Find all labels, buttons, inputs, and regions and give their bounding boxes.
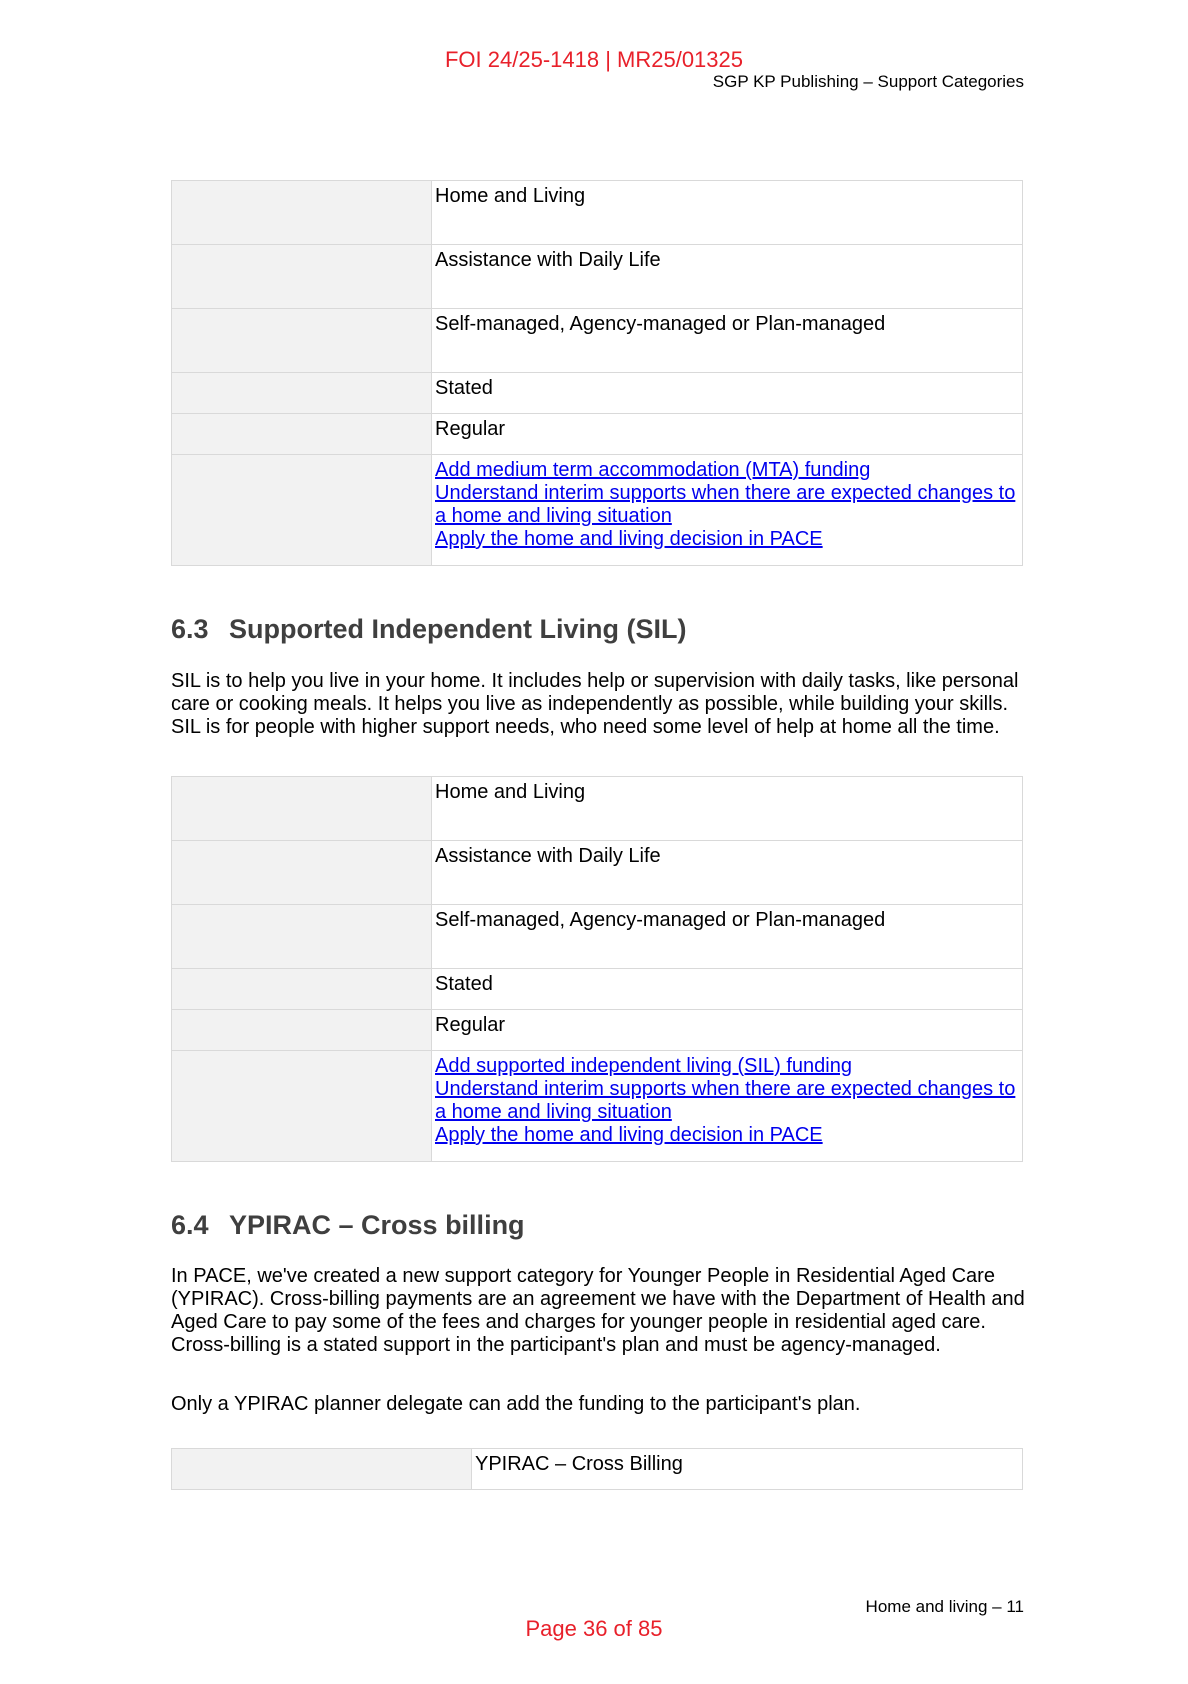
table-row [172, 969, 1023, 1010]
interim-supports-link[interactable]: Understand interim supports when there are expected changes to a home and living situation [435, 482, 1016, 527]
row-label [172, 777, 432, 841]
row-label [172, 245, 432, 309]
section-title: Supported Independent Living (SIL) [229, 614, 687, 644]
row-label [172, 414, 432, 455]
row-label [172, 969, 432, 1010]
row-value: Regular [432, 414, 1023, 455]
links-cell [432, 455, 1023, 566]
section-number: 6.4 [171, 1210, 209, 1240]
ypirac-table [171, 1448, 1023, 1490]
apply-home-living-decision-link[interactable]: Apply the home and living decision in PACE [435, 1124, 823, 1146]
row-label [172, 309, 432, 373]
row-value: Home and Living [432, 181, 1023, 245]
row-label [172, 181, 432, 245]
table-row [172, 1010, 1023, 1051]
row-value: Regular [432, 1010, 1023, 1051]
row-value: Assistance with Daily Life [432, 245, 1023, 309]
row-value: Stated [432, 969, 1023, 1010]
table-row [172, 373, 1023, 414]
row-label [172, 1051, 432, 1162]
footer-section-label: Home and living – 11 [865, 1597, 1024, 1616]
table-row [172, 414, 1023, 455]
page-number: Page 36 of 85 [525, 1616, 663, 1641]
row-label [172, 1010, 432, 1051]
row-label [172, 1449, 472, 1490]
row-value: YPIRAC – Cross Billing [472, 1449, 1023, 1490]
row-label [172, 455, 432, 566]
section-heading-sil [171, 613, 686, 645]
table-row [172, 309, 1023, 373]
foi-reference: FOI 24/25-1418 | MR25/01325 [444, 47, 743, 72]
sil-paragraph: SIL is to help you live in your home. It includes help or supervision with daily tasks, like personal care or cooking meals. It helps you live as independently as possible, while building your skills. SIL is for people with higher support needs, who need some level of help at home all the time. [171, 670, 1019, 738]
row-label [172, 905, 432, 969]
add-mta-funding-link[interactable]: Add medium term accommodation (MTA) funding [435, 459, 871, 481]
table-row [172, 181, 1023, 245]
table-row [172, 455, 1023, 566]
interim-supports-link[interactable]: Understand interim supports when there are expected changes to a home and living situation [435, 1078, 1016, 1123]
table-row [172, 245, 1023, 309]
ypirac-paragraph: In PACE, we've created a new support category for Younger People in Residential Aged Care (YPIRAC). Cross-billing payments are an agreement we have with the Department of Health and Aged Care to pay some of the fees and charges for younger people in residential aged care. Cross-billing is a stated support in the participant's plan and must be agency-managed. [171, 1265, 1025, 1356]
add-sil-funding-link[interactable]: Add supported independent living (SIL) funding [435, 1055, 852, 1077]
table-row [172, 1449, 1023, 1490]
row-value: Self-managed, Agency-managed or Plan-managed [432, 309, 1023, 373]
row-label [172, 841, 432, 905]
section-heading-ypirac [171, 1209, 525, 1241]
row-value: Stated [432, 373, 1023, 414]
row-label [172, 373, 432, 414]
table-row [172, 841, 1023, 905]
row-value: Home and Living [432, 777, 1023, 841]
table-row [172, 1051, 1023, 1162]
table-row [172, 777, 1023, 841]
ypirac-delegate-note: Only a YPIRAC planner delegate can add the funding to the participant's plan. [171, 1393, 861, 1415]
apply-home-living-decision-link[interactable]: Apply the home and living decision in PACE [435, 528, 823, 550]
section-number: 6.3 [171, 614, 209, 644]
sil-table [171, 776, 1023, 1162]
row-value: Self-managed, Agency-managed or Plan-managed [432, 905, 1023, 969]
mta-table [171, 180, 1023, 566]
links-cell [432, 1051, 1023, 1162]
section-title: YPIRAC – Cross billing [229, 1210, 525, 1240]
document-title: SGP KP Publishing – Support Categories [712, 72, 1024, 91]
row-value: Assistance with Daily Life [432, 841, 1023, 905]
table-row [172, 905, 1023, 969]
